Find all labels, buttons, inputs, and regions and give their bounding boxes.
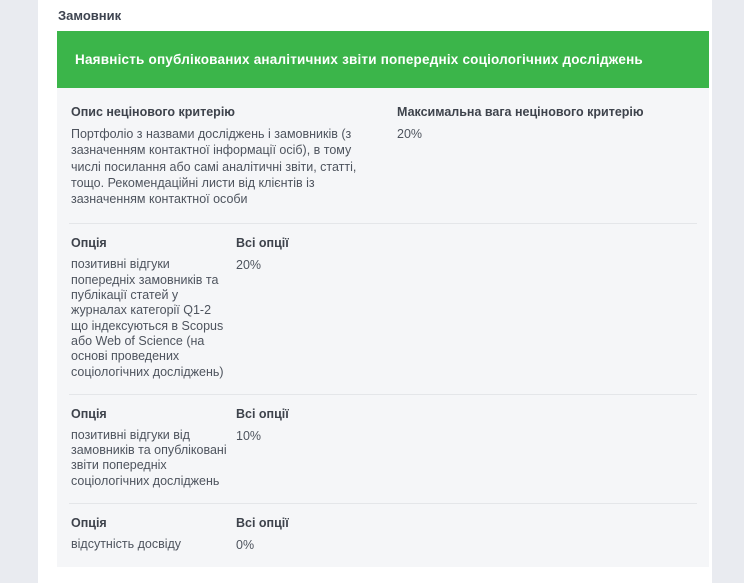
- max-weight-column-header: Максимальна вага нецінового критерію: [397, 105, 644, 119]
- content-card: [38, 0, 712, 583]
- option-column-header: Опція: [71, 236, 107, 251]
- all-options-column-header: Всі опції: [236, 516, 289, 531]
- page-title: Замовник: [58, 8, 122, 23]
- criterion-banner: [57, 31, 709, 88]
- option-text: позитивні відгуки від замовників та опубліковані звіти попередніх соціологічних досліджень: [71, 427, 227, 488]
- option-value: 20%: [236, 258, 262, 273]
- max-weight-value: 20%: [397, 127, 423, 141]
- option-column-header: Опція: [71, 406, 107, 421]
- all-options-column-header: Всі опції: [236, 406, 289, 421]
- option-value: 10%: [236, 428, 262, 443]
- option-section: [69, 395, 697, 504]
- option-text: позитивні відгуки попередніх замовників та публікації статей у журналах категорії Q1-2 що індексуються в Scopus або Web of Science (на основі проведених соціологічних досліджень): [71, 257, 224, 379]
- option-text: відсутність досвіду: [71, 537, 182, 552]
- criterion-description-section: [69, 88, 697, 224]
- criterion-banner-title: Наявність опублікованих аналітичних звіти попередніх соціологічних досліджень: [75, 52, 643, 67]
- option-section: [69, 224, 697, 394]
- criterion-description-text: Портфоліо з назвами досліджень і замовників (з зазначенням контактної інформації осіб), в тому числі посилання або самі аналітичні звіти, статті, тощо. Рекомендаційні листи від клієнтів із зазначенням контактної особи: [71, 127, 357, 207]
- option-section: [69, 504, 697, 567]
- all-options-column-header: Всі опції: [236, 236, 289, 251]
- option-column-header: Опція: [71, 516, 107, 531]
- description-column-header: Опис нецінового критерію: [71, 105, 235, 119]
- criterion-details-panel: [57, 88, 709, 567]
- option-value: 0%: [236, 538, 255, 553]
